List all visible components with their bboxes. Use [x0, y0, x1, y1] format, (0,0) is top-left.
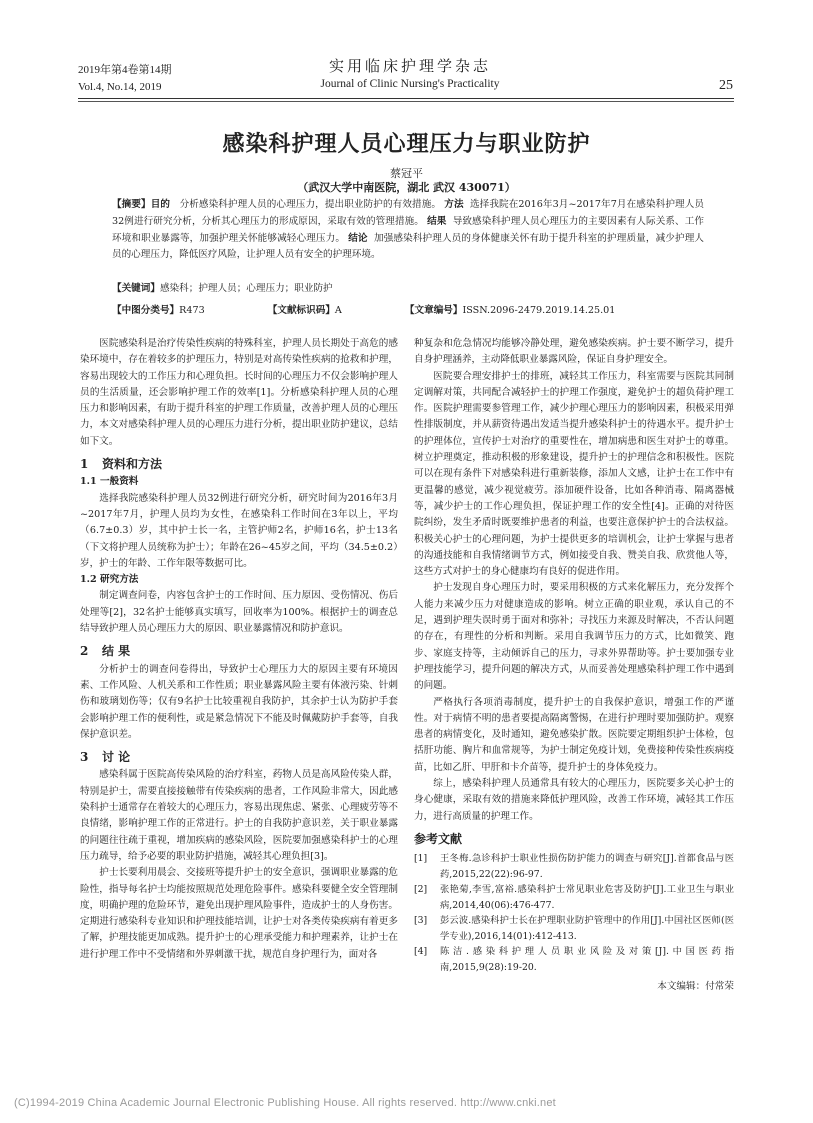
journal-cn: 实用临床护理学杂志 [328, 57, 491, 75]
result-label: 结果 [427, 215, 447, 227]
section-2-heading [80, 643, 398, 659]
section-2-title: 结 果 [102, 644, 131, 659]
issue-cn: 2019年第4卷第14期 [78, 64, 172, 76]
section-3-paragraph-2: 护士长要利用晨会、交接班等提升护士的安全意识，强调职业暴露的危险性，指导每名护士均能按照规范处理危险事件。感染科要健全安全管理制度，明确护理的危险环节，避免出现护理风险事件，造成护士的人身伤害。定期进行感染科专业知识和护理技能培训，让护士对各类传染疾病有着更多了解，护理技能更加成熟。提升护士的心理承受能力和护理素养，让护士在进行护理工作中不受情绪和外界刺激干扰，规范自身护理行为，面对各 [80, 867, 398, 960]
classification [112, 302, 675, 316]
right-paragraph-3: 严格执行各项消毒制度，提升护士的自我保护意识，增强工作的严谨性。对于病情不明的患者要提高隔离警惕，在进行护理时要加强防护。观察患者的病情变化，及时通知，避免感染扩散。医院要定期组织护士体检，包括肝功能、胸片和血常规等，为护士制定免疫计划，免费接种传染性疾病疫苗，比如乙肝、甲肝和卡介苗等，提升护士的身体免疫力。 [414, 696, 734, 773]
abstract-conclusion: 加强感染科护理人员的身体健康关怀有助于提升科室的护理质量，减少护理人员的心理压力，降低医疗风险，让护理人员有安全的护理环境。 [112, 232, 705, 261]
section-3-title: 讨 论 [102, 750, 131, 765]
right-paragraph-4: 综上，感染科护理人员通常具有较大的心理压力，医院要多关心护士的身心健康，采取有效的措施来降低护理风险，改善工作环境，减轻其工作压力，进行高质量的护理工作。 [414, 778, 734, 822]
header-rule [78, 98, 734, 99]
section-3-heading [80, 749, 398, 765]
method-label: 方法 [444, 199, 464, 210]
section-3-paragraph-1: 感染科属于医院高传染风险的治疗科室，药物人员是高风险传染人群，特别是护士，需要直接接触带有传染疾病的患者，工作风险非常大，因此感染科护士通常存在着较大的心理压力，容易出现焦虑、紧张、心理疲劳等不良情绪，影响护理工作的正常进行。护士的自我防护意识差，关于职业暴露的问题往往疏于重视，增加疾病的感染风险，医院要加强感染科护士的心理压力疏导，给予必要的职业防护措施，减轻其心理负担[3]。 [80, 769, 398, 862]
intro-paragraph: 医院感染科是治疗传染性疾病的特殊科室，护理人员长期处于高危的感染环境中，存在着较多的护理压力，特别是对高传染性疾病的抢救和护理，容易出现较大的工作压力和心理负担。长时间的心理压力不仅会影响护理人员的生活质量，还会影响护理工作的效率[1]。分析感染科护理人员的心理压力和影响因素，有助于提升科室的护理工作质量，改善护理人员的心理压力，本文对感染科护理人员的心理压力进行分析，提出职业防护建议，总结如下文。 [80, 338, 398, 447]
header-rule-thin [78, 101, 734, 102]
reference-item [414, 851, 734, 882]
reference-item [414, 882, 734, 913]
art-value: ISSN.2096-2479.2019.14.25.01 [462, 305, 616, 316]
section-1-number: 1 [80, 457, 89, 472]
reference-text: 陈洁.感染科护理人员职业风险及对策[J].中国医药指南,2015,9(28):19-20. [440, 946, 734, 973]
right-paragraph-1: 医院要合理安排护士的排班，减轻其工作压力，科室需要与医院其同制定调解对策，共同配合减轻护士的护理工作强度，避免护士的超负荷护理工作。医院护理需要参管理工作，减少护理心理压力的影响因素，积极采用弹性排版制度，并从薪资待遇出发适当提升感染科护士的待遇水平。提升护士的护理体位，宣传护士对治疗的重要性在，增加病患和医生对护士的尊重。树立护理奠定，推动积极的形象建设，提升护士的护理信念和积极性。医院可以在现有条件下对感染科进行重新装修，添加人文感，让护士在工作中有更温馨的感觉，减少视觉疲劳。添加硬件设备，比如各种消毒、隔离器械等，减少护士的工作心理负担，保证护理工作的安全性[4]。正确的对待医院纠纷，发生矛盾时既要维护患者的利益，也要注意保护护士的合法权益。积极关心护士的心理问题，为护士提供更多的培训机会，让护士掌握与患者的沟通技能和自我情绪调节方式，例如接受自我、赞美自我、欣赏他人等，这些方式对护士的身心健康均有良好的促进作用。 [414, 370, 734, 578]
left-column [80, 336, 398, 963]
reference-text: 王冬梅.急诊科护士职业性损伤防护能力的调查与研究[J].首都食品与医药,2015,22(22):96-97. [440, 853, 734, 880]
reference-item [414, 913, 734, 944]
abstract-method: 选择我院在2016年3月~2017年7月在感染科护理人员32例进行研究分析，分析其心理压力的形成原因，采取有效的管理措施。 [112, 199, 704, 227]
author: 蔡冠平 [390, 167, 423, 180]
references-heading: 参考文献 [414, 831, 463, 846]
issue-info [78, 62, 172, 96]
art-label: 【文章编号】 [404, 305, 463, 316]
journal-en: Journal of Clinic Nursing's Practicality [320, 78, 500, 90]
page-number: 25 [719, 78, 733, 93]
section-1-2-text: 制定调查问卷，内容包含护士的工作时间、压力原因、受伤情况、伤后处理等[2]，32名护士能够真实填写，回收率为100%。根据护士的调查总结导致护理人员心理压力大的原因、职业暴露情况和防护意识。 [80, 590, 398, 635]
affiliation: （武汉大学中南医院，湖北 武汉 430071） [297, 181, 516, 194]
reference-text: 张艳菊,李雪,富裕.感染科护士常见职业危害及防护[J].工业卫生与职业病,2014,40(06):476-477. [440, 884, 734, 911]
copyright-footer: (C)1994-2019 China Academic Journal Electronic Publishing House. All rights reserved. http://www.cnki.net [14, 1097, 556, 1109]
reference-item [414, 944, 734, 975]
reference-number: [3] [414, 915, 428, 927]
keywords-label: 【关键词】 [112, 283, 160, 294]
section-2-text: 分析护士的调查问卷得出，导致护士心理压力大的原因主要有环境因素、工作风险、人机关系和工作性质；职业暴露风险主要有体液污染、针刺伤和玻璃划伤等；仅有9名护士比较重视自我防护，其余护士认为防护手套会影响护理工作的便利性，或是紧急情况下不能及时佩戴防护手套等，自我保护意识差。 [80, 663, 398, 740]
reference-number: [1] [414, 853, 428, 865]
clc-label: 【中图分类号】 [112, 305, 180, 316]
keywords-text: 感染科；护理人员；心理压力；职业防护 [159, 283, 333, 294]
conclusion-label: 结论 [348, 232, 368, 244]
section-1-1-heading: 1.1 一般资料 [80, 476, 139, 488]
section-1-2-heading: 1.2 研究方法 [80, 574, 139, 586]
right-column [414, 336, 734, 996]
issue-en: Vol.4, No.14, 2019 [78, 81, 162, 93]
doc-label: 【文献标识码】 [267, 305, 335, 316]
reference-number: [4] [414, 946, 428, 958]
reference-text: 彭云波.感染科护士长在护理职业防护管理中的作用[J].中国社区医师(医学专业),2016,14(01):412-413. [440, 915, 734, 942]
journal-name [280, 56, 540, 92]
abstract-label: 【摘要】目的 [112, 199, 171, 210]
clc-value: R473 [179, 305, 205, 316]
section-1-1-text: 选择我院感染科护理人员32例进行研究分析，研究时间为2016年3月~2017年7月，护理人员均为女性，在感染科工作时间在3年以上，平均（6.7±0.3）岁，其中护士长一名，主管护师2名，护师16名，护士13名（下文将护理人员统称为护士）；年龄在26~45岁之间，平均（34.5±0.2）岁，护士的年龄、工作年限等数据可比。 [80, 492, 398, 569]
article-title: 感染科护理人员心理压力与职业防护 [222, 131, 591, 157]
reference-number: [2] [414, 884, 428, 896]
abstract-purpose: 分析感染科护理人员的心理压力，提出职业防护的有效措施。 [179, 199, 442, 210]
section-3-number: 3 [80, 750, 89, 765]
editor-note: 本文编辑：付常荣 [657, 981, 734, 993]
section-1-title: 资料和方法 [102, 457, 163, 472]
doc-value: A [334, 305, 342, 316]
abstract [112, 197, 704, 264]
continued-paragraph: 种复杂和危急情况均能够冷静处理，避免感染疾病。护士要不断学习，提升自身护理涵养，主动降低职业暴露风险，保证自身护理安全。 [414, 338, 734, 366]
abstract-result: 导致感染科护理人员心理压力的主要因素有人际关系、工作环境和职业暴露等，加强护理关怀能够减轻心理压力。 [112, 215, 704, 244]
right-paragraph-2: 护士发现自身心理压力时，要采用积极的方式来化解压力，充分发挥个人能力来减少压力对健康造成的影响。树立正确的职业观，承认自己的不足，遇到护理失误时勇于面对和弥补；寻找压力来源及时解决，不否认问题的存在，有理性的分析和判断。采用自我调节压力的方式，比如微笑、跑步、家庭支持等，主动倾诉自己的压力，寻求外界帮助等。护士要加强专业护理技能学习，提升问题的解决方式，从而妥善处理感染科护理工作中遇到的问题。 [414, 582, 734, 692]
section-2-number: 2 [80, 644, 89, 659]
keywords [112, 280, 333, 294]
section-1-heading [80, 456, 398, 472]
